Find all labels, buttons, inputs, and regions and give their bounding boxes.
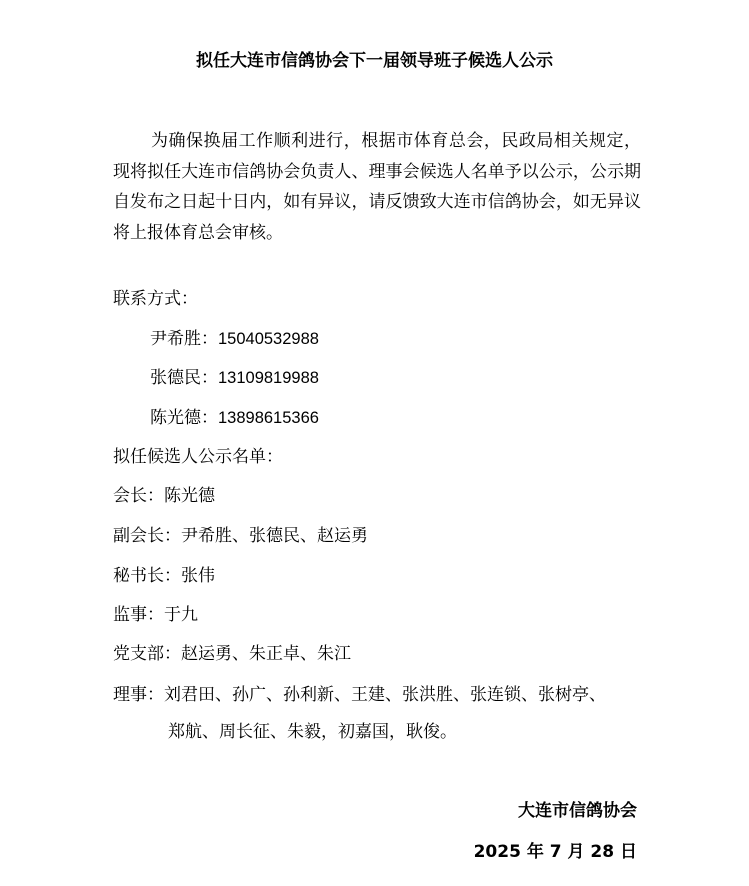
- contact-phone: 15040532988: [218, 330, 319, 348]
- document-title: 拟任大连市信鸽协会下一届领导班子候选人公示: [196, 51, 553, 71]
- position-names: 张伟: [181, 566, 215, 586]
- position-names: 于九: [164, 605, 198, 625]
- position-names: 陈光德: [164, 486, 215, 506]
- position-names: 尹希胜、张德民、赵运勇: [181, 526, 368, 546]
- contact-name: 尹希胜：: [150, 329, 218, 349]
- contact-row: [150, 406, 319, 430]
- directors-continuation: 郑航、周长征、朱毅，初嘉国，耿俊。: [168, 722, 457, 742]
- contact-name: 张德民：: [150, 368, 218, 388]
- position-label: 监事：: [113, 605, 164, 625]
- position-label: 会长：: [113, 486, 164, 506]
- contact-phone: 13898615366: [218, 409, 319, 427]
- position-row: [113, 603, 198, 627]
- intro-paragraph: 为确保换届工作顺利进行，根据市体育总会，民政局相关规定，现将拟任大连市信鸽协会负责人、理事会候选人名单予以公示，公示期自发布之日起十日内，如有异议，请反馈致大连市信鸽协会，如无异议将上报体育总会审核。: [113, 131, 641, 243]
- position-label: 秘书长：: [113, 566, 181, 586]
- directors-names: 刘君田、孙广、孙利新、王建、张洪胜、张连锁、张树亭、: [164, 685, 606, 705]
- directors-label: 理事：: [113, 685, 164, 705]
- contact-row: [150, 366, 319, 390]
- position-row: [113, 642, 351, 666]
- position-label: 副会长：: [113, 526, 181, 546]
- contact-row: [150, 327, 319, 351]
- contact-name: 陈光德：: [150, 408, 218, 428]
- position-row: [113, 524, 368, 548]
- list-heading: 拟任候选人公示名单：: [113, 447, 283, 467]
- position-names: 赵运勇、朱正卓、朱江: [181, 644, 351, 664]
- contact-heading: 联系方式：: [113, 289, 198, 309]
- signature-org: 大连市信鸽协会: [518, 801, 637, 821]
- position-label: 党支部：: [113, 644, 181, 664]
- signature-date: 2025 年 7 月 28 日: [473, 842, 637, 862]
- directors-row: [113, 683, 606, 707]
- contact-phone: 13109819988: [218, 369, 319, 387]
- position-row: [113, 564, 215, 588]
- position-row: [113, 484, 215, 508]
